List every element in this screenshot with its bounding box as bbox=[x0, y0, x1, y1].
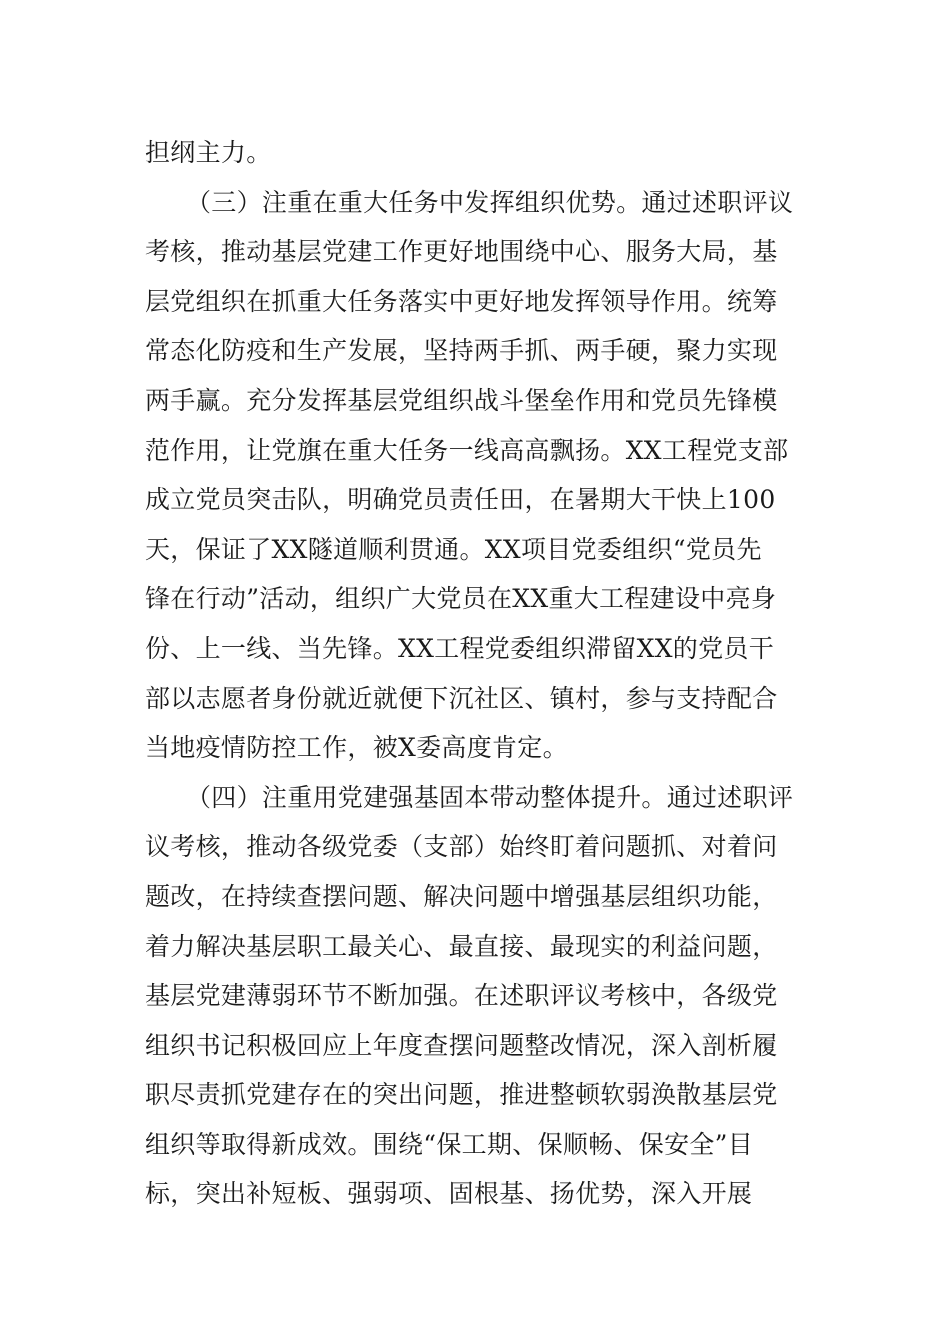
text-line: 考核，推动基层党建工作更好地围绕中心、服务大局，基 bbox=[145, 237, 778, 267]
text-line: 成立党员突击队，明确党员责任田，在暑期大干快上100 bbox=[145, 485, 776, 515]
text-line: （四）注重用党建强基固本带动整体提升。通过述职评 bbox=[186, 782, 794, 812]
text-line: 份、上一线、当先锋。XX工程党委组织滞留XX的党员干 bbox=[145, 633, 774, 663]
text-line: 天，保证了XX隧道顺利贯通。XX项目党委组织“党员先 bbox=[145, 534, 762, 564]
text-line: 组织等取得新成效。围绕“保工期、保顺畅、保安全”目 bbox=[145, 1129, 754, 1159]
text-line: 担纲主力。 bbox=[145, 138, 272, 167]
text-line: 着力解决基层职工最关心、最直接、最现实的利益问题， bbox=[145, 931, 778, 961]
text-line: 锋在行动”活动，组织广大党员在XX重大工程建设中亮身 bbox=[145, 584, 777, 614]
text-line: 议考核，推动各级党委（支部）始终盯着问题抓、对着问 bbox=[145, 832, 778, 862]
text-line: 基层党建薄弱环节不断加强。在述职评议考核中，各级党 bbox=[145, 981, 778, 1011]
text-line: 层党组织在抓重大任务落实中更好地发挥领导作用。统筹 bbox=[145, 286, 778, 316]
text-line: 标，突出补短板、强弱项、固根基、扬优势，深入开展 bbox=[145, 1179, 753, 1209]
text-line: 范作用，让党旗在重大任务一线高高飘扬。XX工程党支部 bbox=[145, 435, 789, 465]
text-line: 题改，在持续查摆问题、解决问题中增强基层组织功能， bbox=[145, 881, 778, 911]
text-line: 组织书记积极回应上年度查摆问题整改情况，深入剖析履 bbox=[145, 1030, 778, 1060]
text-line: 当地疫情防控工作，被X委高度肯定。 bbox=[145, 733, 568, 763]
text-line: 常态化防疫和生产发展，坚持两手抓、两手硬，聚力实现 bbox=[145, 336, 778, 366]
text-line: （三）注重在重大任务中发挥组织优势。通过述职评议 bbox=[186, 187, 794, 217]
text-line: 两手赢。充分发挥基层党组织战斗堡垒作用和党员先锋模 bbox=[145, 385, 778, 415]
body-text bbox=[145, 128, 807, 1219]
text-line: 部以志愿者身份就近就便下沉社区、镇村，参与支持配合 bbox=[145, 683, 778, 713]
text-line: 职尽责抓党建存在的突出问题，推进整顿软弱涣散基层党 bbox=[145, 1080, 778, 1110]
